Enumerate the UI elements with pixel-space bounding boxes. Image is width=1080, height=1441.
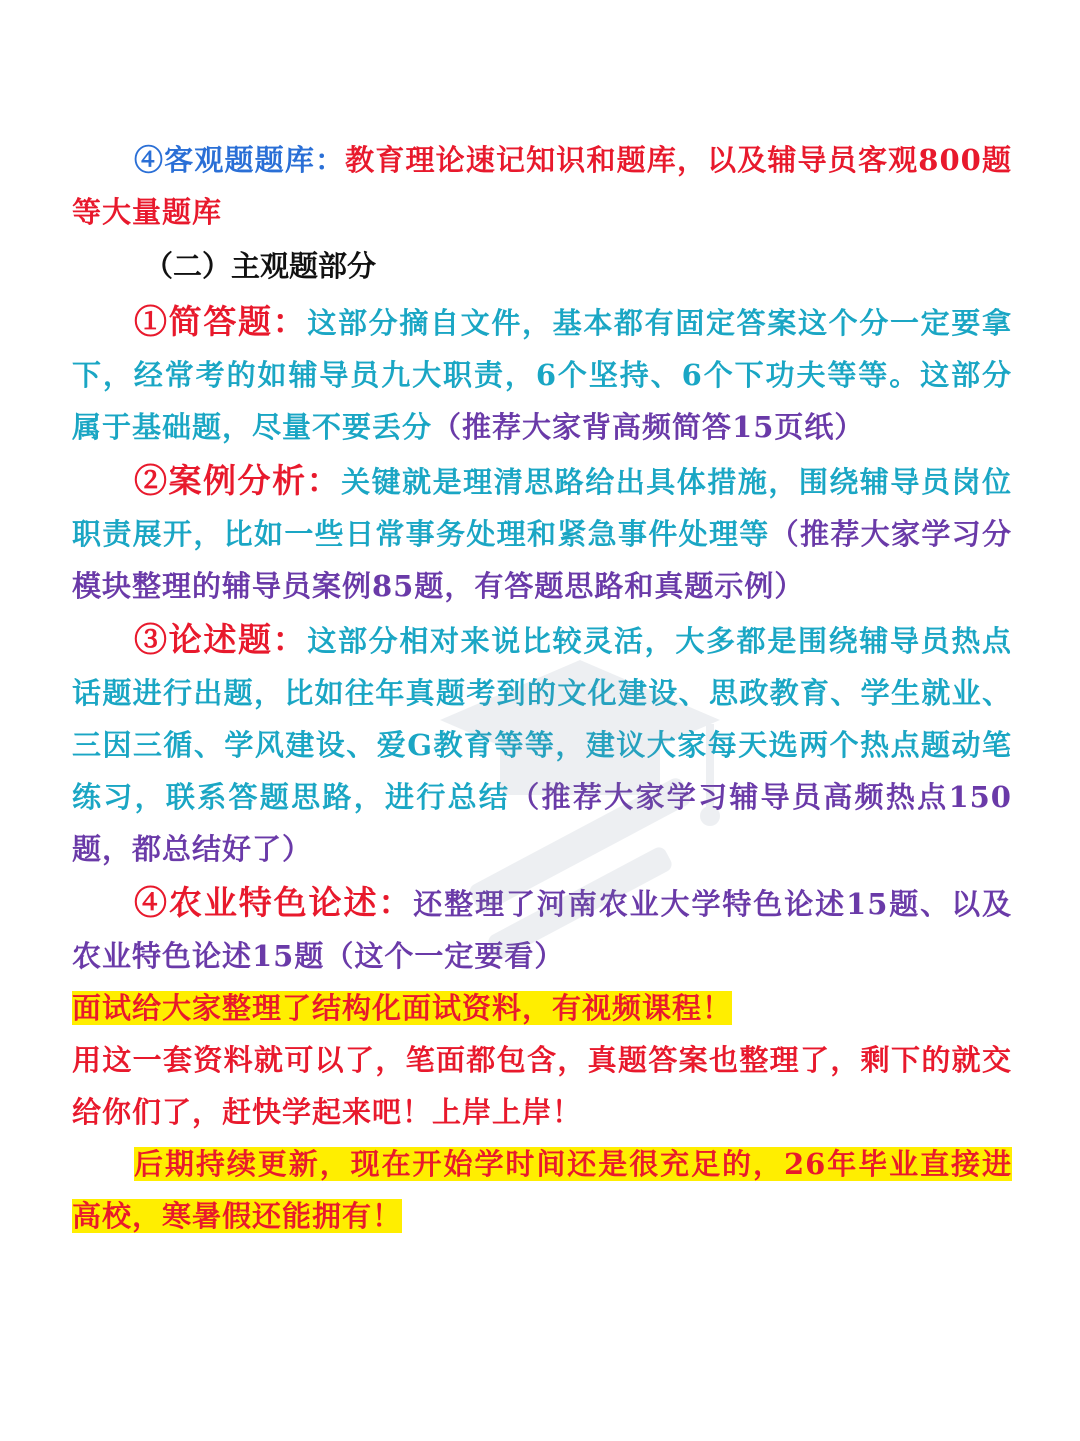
agri-essay-label: ④农业特色论述： — [134, 883, 414, 922]
subjective-section-heading: （二）主观题部分 — [144, 249, 377, 283]
agri-essay-paragraph — [72, 877, 1012, 982]
closing-text: 后期持续更新，现在开始学时间还是很充足的，26年毕业直接进高校，寒暑假还能拥有！ — [72, 1147, 1012, 1233]
case-analysis-label: ②案例分析： — [134, 461, 342, 500]
interview-note: 面试给大家整理了结构化面试资料，有视频课程！ — [72, 991, 733, 1025]
essay-paragraph — [72, 614, 1012, 875]
objective-bank-paragraph — [72, 134, 1012, 238]
objective-bank-label: ④客观题题库： — [134, 143, 346, 177]
document-body — [72, 134, 1012, 1242]
short-answer-recommendation: （推荐大家背高频简答15页纸） — [432, 410, 865, 444]
case-analysis-recommendation: （推荐大家学习分模块整理的辅导员案例85题，有答题思路和真题示例） — [72, 517, 1012, 603]
short-answer-text: 这部分摘自文件，基本都有固定答案这个分一定要拿下，经常考的如辅导员九大职责，6个坚持、6个下功夫等等。这部分属于基础题，尽量不要丢分 — [72, 306, 1012, 444]
essay-label: ③论述题： — [134, 620, 308, 659]
essay-recommendation: （推荐大家学习辅导员高频热点150题，都总结好了） — [72, 780, 1012, 866]
objective-bank-text: 教育理论速记知识和题库，以及辅导员客观800题等大量题库 — [72, 143, 1012, 229]
agri-essay-note: （这个一定要看） — [324, 939, 565, 973]
essay-text: 这部分相对来说比较灵活，大多都是围绕辅导员热点话题进行出题，比如往年真题考到的文化建设、思政教育、学生就业、三因三循、学风建设、爱G教育等等，建议大家每天选两个热点题动笔练习，联系答题思路，进行总结 — [72, 624, 1012, 814]
case-analysis-paragraph — [72, 455, 1012, 612]
short-answer-paragraph — [72, 296, 1012, 453]
interview-note-paragraph — [72, 982, 1012, 1034]
closing-paragraph — [72, 1138, 1012, 1242]
agri-essay-text: 还整理了河南农业大学特色论述15题、以及农业特色论述15题 — [72, 887, 1013, 973]
case-analysis-text: 关键就是理清思路给出具体措施，围绕辅导员岗位职责展开，比如一些日常事务处理和紧急事件处理等 — [72, 465, 1012, 551]
short-answer-label: ①简答题： — [134, 302, 308, 341]
summary-paragraph: 用这一套资料就可以了，笔面都包含，真题答案也整理了，剩下的就交给你们了，赶快学起来吧！上岸上岸！ — [72, 1043, 1012, 1129]
